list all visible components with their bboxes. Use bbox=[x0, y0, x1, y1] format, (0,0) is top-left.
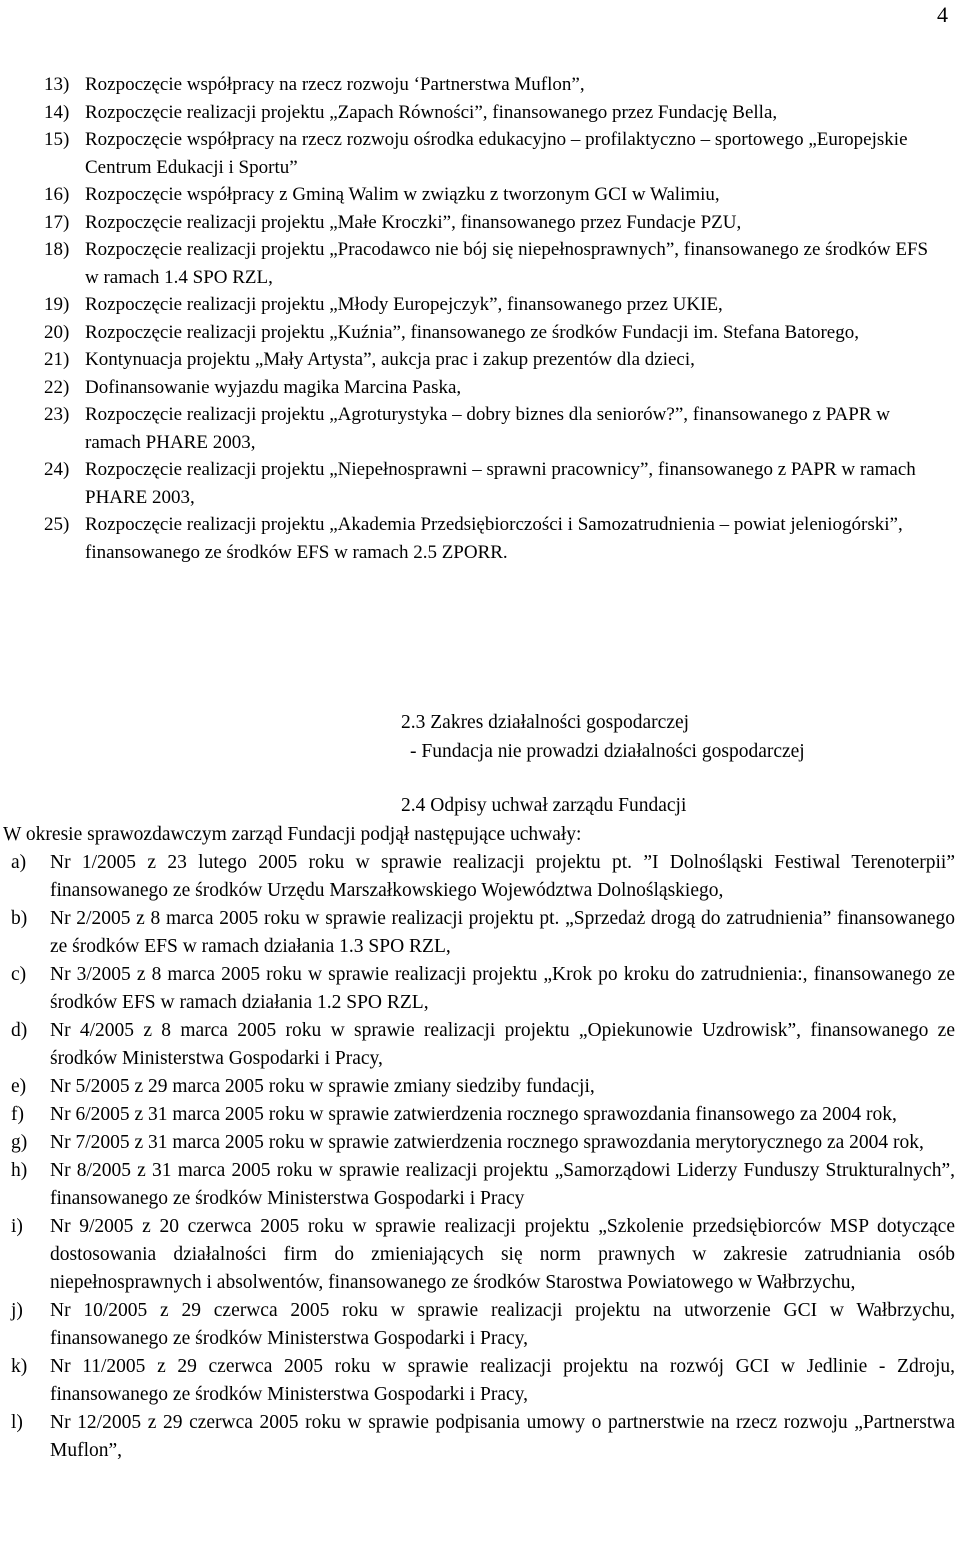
resolutions-intro: W okresie sprawozdawczym zarząd Fundacji podjął następujące uchwały: bbox=[3, 824, 582, 845]
list-item bbox=[11, 1213, 955, 1297]
list-item bbox=[44, 291, 944, 319]
resolutions-list bbox=[11, 849, 955, 1465]
item-letter: g) bbox=[11, 1132, 28, 1153]
list-item bbox=[11, 1017, 955, 1073]
item-text: Nr 2/2005 z 8 marca 2005 roku w sprawie realizacji projektu pt. „Sprzedaż drogą do zatrudnienia” finansowanego ze środków EFS w ramach działania 1.3 SPO RZL, bbox=[50, 908, 955, 957]
item-letter: j) bbox=[11, 1300, 23, 1321]
list-item bbox=[11, 1101, 955, 1129]
item-text: Rozpoczęcie realizacji projektu „Akademia Przedsiębiorczości i Samozatrudnienia – powiat jeleniogórski”, finansowanego ze środków EFS w ramach 2.5 ZPORR. bbox=[85, 514, 903, 563]
item-text: Nr 4/2005 z 8 marca 2005 roku w sprawie realizacji projektu „Opiekunowie Uzdrowisk”, finansowanego ze środków Ministerstwa Gospodarki i Pracy, bbox=[50, 1020, 955, 1069]
list-item bbox=[44, 319, 944, 347]
item-letter: e) bbox=[11, 1076, 27, 1097]
page-number: 4 bbox=[937, 2, 948, 27]
item-text: Nr 6/2005 z 31 marca 2005 roku w sprawie zatwierdzenia rocznego sprawozdania finansowego za 2004 rok, bbox=[50, 1104, 897, 1125]
item-number: 14) bbox=[44, 101, 70, 123]
item-text: Nr 9/2005 z 20 czerwca 2005 roku w sprawie realizacji projektu „Szkolenie przedsiębiorców MSP dotyczące dostosowania działalności firm do zmieniających się norm prawnych w zakresie zatrudniania osób niepełnosprawnych i absolwentów, finansowanego ze środków Starostwa Powiatowego w Wałbrzychu, bbox=[50, 1216, 955, 1293]
item-number: 13) bbox=[44, 74, 70, 95]
item-letter: h) bbox=[11, 1160, 28, 1181]
item-text: Rozpoczęcie realizacji projektu „Pracodawco nie bój się niepełnosprawnych”, finansowanego ze środków EFS w ramach 1.4 SPO RZL, bbox=[85, 239, 929, 288]
item-text: Rozpoczęcie realizacji projektu „Małe Kroczki”, finansowanego przez Fundacje PZU, bbox=[85, 211, 742, 233]
item-text: Rozpoczęcie współpracy na rzecz rozwoju ‘Partnerstwa Muflon”, bbox=[85, 74, 585, 95]
item-number: 23) bbox=[44, 404, 70, 425]
list-item bbox=[11, 1297, 955, 1353]
item-text: Nr 5/2005 z 29 marca 2005 roku w sprawie zmiany siedziby fundacji, bbox=[50, 1076, 595, 1097]
item-letter: a) bbox=[11, 852, 27, 873]
section-heading: 2.3 Zakres działalności gospodarczej bbox=[401, 712, 690, 733]
item-text: Nr 3/2005 z 8 marca 2005 roku w sprawie realizacji projektu „Krok po kroku do zatrudnienia:, finansowanego ze środków EFS w ramach działania 1.2 SPO RZL, bbox=[50, 964, 955, 1013]
item-letter: k) bbox=[11, 1356, 28, 1377]
list-item bbox=[44, 71, 944, 99]
item-number: 21) bbox=[44, 349, 70, 370]
item-text: Rozpoczęcie realizacji projektu „Niepełnosprawni – sprawni pracownicy”, finansowanego z PAPR w ramach PHARE 2003, bbox=[85, 459, 916, 508]
item-text: Rozpoczęcie realizacji projektu „Zapach Równości”, finansowanego przez Fundację Bella, bbox=[85, 101, 778, 123]
item-text: Dofinansowanie wyjazdu magika Marcina Paska, bbox=[85, 376, 462, 398]
item-letter: c) bbox=[11, 964, 27, 985]
list-item bbox=[44, 456, 944, 511]
list-item bbox=[44, 401, 944, 456]
item-text: Rozpoczęcie realizacji projektu „Kuźnia”, finansowanego ze środków Fundacji im. Stefana Batorego, bbox=[85, 321, 859, 343]
item-letter: f) bbox=[11, 1104, 24, 1125]
item-text: Rozpoczęcie realizacji projektu „Agroturystyka – dobry biznes dla seniorów?”, finansowanego z PAPR w ramach PHARE 2003, bbox=[85, 404, 890, 453]
item-text: Rozpoczęcie realizacji projektu „Młody Europejczyk”, finansowanego przez UKIE, bbox=[85, 294, 723, 315]
list-item bbox=[44, 181, 944, 209]
item-number: 16) bbox=[44, 184, 70, 205]
item-text: Nr 1/2005 z 23 lutego 2005 roku w sprawie realizacji projektu pt. ”I Dolnośląski Festiwal Terenoterpii” finansowanego ze środków Urzędu Marszałkowskiego Województwa Dolnośląskiego, bbox=[50, 852, 955, 901]
list-item bbox=[44, 236, 944, 291]
item-number: 20) bbox=[44, 321, 70, 343]
item-text: Nr 10/2005 z 29 czerwca 2005 roku w sprawie realizacji projektu na utworzenie GCI w Wałbrzychu, finansowanego ze środków Ministerstwa Gospodarki i Pracy, bbox=[50, 1300, 955, 1349]
item-letter: b) bbox=[11, 908, 28, 929]
list-item bbox=[11, 1409, 955, 1465]
list-item bbox=[11, 849, 955, 905]
list-item bbox=[44, 209, 944, 237]
achievements-list bbox=[44, 71, 944, 566]
list-item bbox=[44, 511, 944, 566]
item-number: 24) bbox=[44, 459, 70, 480]
list-item bbox=[11, 1353, 955, 1409]
item-text: Rozpoczęcie współpracy na rzecz rozwoju ośrodka edukacyjno – profilaktyczno – sportowego „Europejskie Centrum Edukacji i Sportu” bbox=[85, 129, 908, 178]
item-text: Nr 8/2005 z 31 marca 2005 roku w sprawie realizacji projektu „Samorządowi Liderzy Funduszy Strukturalnych”, finansowanego ze środków Ministerstwa Gospodarki i Pracy bbox=[50, 1160, 955, 1209]
item-text: Nr 12/2005 z 29 czerwca 2005 roku w sprawie podpisania umowy o partnerstwie na rzecz rozwoju „Partnerstwa Muflon”, bbox=[50, 1412, 955, 1461]
item-letter: l) bbox=[11, 1412, 23, 1433]
item-number: 19) bbox=[44, 294, 70, 315]
item-text: Kontynuacja projektu „Mały Artysta”, aukcja prac i zakup prezentów dla dzieci, bbox=[85, 349, 695, 370]
item-text: Nr 7/2005 z 31 marca 2005 roku w sprawie zatwierdzenia rocznego sprawozdania merytorycznego za 2004 rok, bbox=[50, 1132, 924, 1153]
item-text: Nr 11/2005 z 29 czerwca 2005 roku w sprawie realizacji projektu na rozwój GCI w Jedlinie - Zdroju, finansowanego ze środków Ministerstwa Gospodarki i Pracy, bbox=[50, 1356, 955, 1405]
section-text: - Fundacja nie prowadzi działalności gospodarczej bbox=[410, 741, 805, 762]
section-business-activity bbox=[401, 708, 805, 766]
list-item bbox=[11, 1073, 955, 1101]
section-resolutions-heading: 2.4 Odpisy uchwał zarządu Fundacji bbox=[401, 795, 687, 816]
item-letter: i) bbox=[11, 1216, 23, 1237]
item-text: Rozpoczęcie współpracy z Gminą Walim w związku z tworzonym GCI w Walimiu, bbox=[85, 184, 720, 205]
item-number: 15) bbox=[44, 129, 70, 150]
item-letter: d) bbox=[11, 1020, 28, 1041]
item-number: 17) bbox=[44, 211, 70, 233]
list-item bbox=[11, 961, 955, 1017]
list-item bbox=[11, 905, 955, 961]
item-number: 22) bbox=[44, 376, 70, 398]
list-item bbox=[11, 1157, 955, 1213]
list-item bbox=[44, 126, 944, 181]
list-item bbox=[44, 99, 944, 127]
list-item bbox=[44, 346, 944, 374]
item-number: 18) bbox=[44, 239, 70, 260]
item-number: 25) bbox=[44, 514, 70, 535]
list-item bbox=[44, 374, 944, 402]
list-item bbox=[11, 1129, 955, 1157]
